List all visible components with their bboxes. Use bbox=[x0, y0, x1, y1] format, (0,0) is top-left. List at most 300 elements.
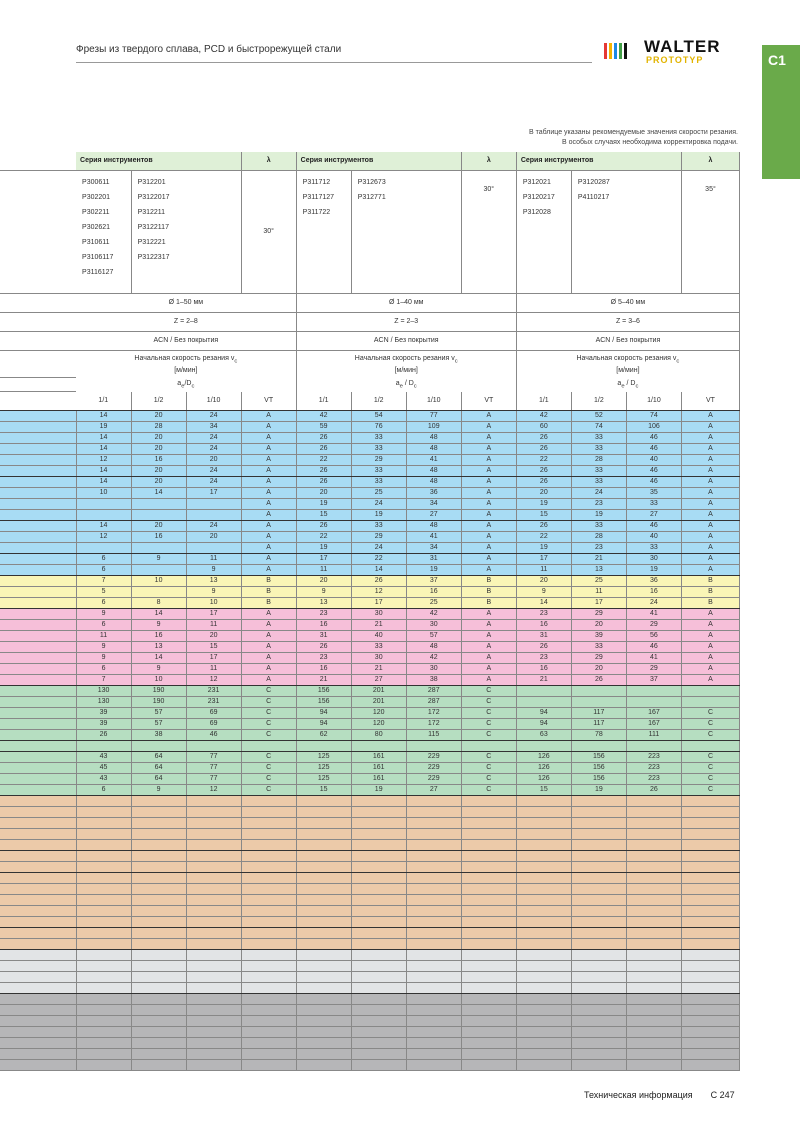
speed-cell bbox=[461, 807, 516, 818]
speed-cell bbox=[241, 994, 296, 1005]
table-row bbox=[0, 609, 740, 620]
ae-text: a bbox=[617, 379, 622, 387]
speed-cell bbox=[76, 950, 131, 961]
speed-cell: 46 bbox=[186, 730, 241, 741]
table-row bbox=[0, 488, 740, 499]
vc-label-text: Начальная скорость резания v bbox=[576, 354, 677, 362]
speed-cell: 19 bbox=[406, 565, 461, 576]
table-row bbox=[0, 675, 740, 686]
speed-cell: C bbox=[461, 708, 516, 719]
ae-slash: / D bbox=[624, 379, 636, 387]
speed-cell: 40 bbox=[626, 532, 681, 543]
speed-cell bbox=[626, 895, 681, 906]
speed-cell: 201 bbox=[351, 686, 406, 697]
speed-cell: 16 bbox=[406, 587, 461, 598]
speed-cell: 94 bbox=[516, 708, 571, 719]
speed-cell bbox=[681, 1038, 739, 1049]
speed-cell: 16 bbox=[131, 532, 186, 543]
speed-cell: 25 bbox=[406, 598, 461, 609]
speed-cell bbox=[681, 928, 739, 939]
speed-cell: 20 bbox=[131, 521, 186, 532]
speed-cell: 24 bbox=[186, 411, 241, 422]
speed-cell bbox=[406, 840, 461, 851]
speed-cell: A bbox=[241, 620, 296, 631]
speed-cell: 20 bbox=[516, 488, 571, 499]
speed-cell bbox=[681, 906, 739, 917]
table-row bbox=[0, 554, 740, 565]
speed-cell: C bbox=[241, 719, 296, 730]
lambda-value: 30° bbox=[461, 171, 516, 294]
speed-cell: 43 bbox=[76, 774, 131, 785]
speed-cell bbox=[516, 928, 571, 939]
speed-cell: A bbox=[461, 444, 516, 455]
table-row bbox=[0, 565, 740, 576]
speed-cell bbox=[626, 972, 681, 983]
vc-label-sub: c bbox=[676, 357, 680, 364]
speed-cell bbox=[571, 862, 626, 873]
table-row bbox=[0, 686, 740, 697]
speed-cell bbox=[241, 1027, 296, 1038]
speed-cell: 117 bbox=[571, 708, 626, 719]
z-row-value: Z = 2–3 bbox=[296, 313, 516, 332]
speed-cell: 48 bbox=[406, 521, 461, 532]
table-row bbox=[0, 939, 740, 950]
speed-cell bbox=[131, 587, 186, 598]
speed-cell bbox=[461, 906, 516, 917]
speed-cell: 6 bbox=[76, 598, 131, 609]
material-cell bbox=[0, 928, 76, 939]
series-list-col1 bbox=[516, 171, 571, 294]
speed-cell bbox=[681, 950, 739, 961]
ae-label bbox=[516, 378, 739, 392]
column-label: VT bbox=[681, 392, 739, 411]
speed-cell bbox=[406, 961, 461, 972]
speed-cell bbox=[681, 686, 739, 697]
speed-cell: C bbox=[681, 763, 739, 774]
speed-cell: 10 bbox=[76, 488, 131, 499]
speed-cell: A bbox=[461, 543, 516, 554]
speed-cell bbox=[76, 807, 131, 818]
speed-cell: 77 bbox=[186, 774, 241, 785]
speed-cell bbox=[571, 928, 626, 939]
speed-cell: 48 bbox=[406, 466, 461, 477]
speed-cell bbox=[571, 917, 626, 928]
speed-cell bbox=[681, 972, 739, 983]
speed-cell: 31 bbox=[406, 554, 461, 565]
speed-cell bbox=[681, 851, 739, 862]
speed-cell: 229 bbox=[406, 774, 461, 785]
speed-cell: 106 bbox=[626, 422, 681, 433]
speed-cell: 29 bbox=[571, 609, 626, 620]
speed-cell: 40 bbox=[351, 631, 406, 642]
speed-cell: 229 bbox=[406, 763, 461, 774]
speed-cell bbox=[351, 939, 406, 950]
speed-cell bbox=[296, 906, 351, 917]
speed-cell bbox=[351, 917, 406, 928]
speed-cell bbox=[351, 1016, 406, 1027]
speed-cell: 46 bbox=[626, 466, 681, 477]
speed-cell: 17 bbox=[571, 598, 626, 609]
speed-cell bbox=[406, 906, 461, 917]
speed-cell bbox=[241, 950, 296, 961]
speed-cell: 23 bbox=[571, 543, 626, 554]
speed-cell: 26 bbox=[296, 477, 351, 488]
speed-cell bbox=[626, 884, 681, 895]
column-label: 1/1 bbox=[296, 392, 351, 411]
speed-cell: 12 bbox=[76, 532, 131, 543]
speed-cell: 22 bbox=[516, 532, 571, 543]
row-label-cell bbox=[0, 171, 76, 294]
grade-row bbox=[0, 332, 740, 351]
speed-cell: 16 bbox=[516, 620, 571, 631]
speed-cell: A bbox=[241, 422, 296, 433]
material-cell bbox=[0, 565, 76, 576]
speed-cell: 39 bbox=[76, 708, 131, 719]
speed-cell: 21 bbox=[296, 675, 351, 686]
speed-cell: 23 bbox=[516, 653, 571, 664]
speed-cell: 76 bbox=[351, 422, 406, 433]
speed-cell bbox=[351, 851, 406, 862]
speed-cell: 7 bbox=[76, 576, 131, 587]
speed-cell bbox=[406, 851, 461, 862]
material-cell bbox=[0, 675, 76, 686]
speed-cell: A bbox=[461, 488, 516, 499]
column-label: VT bbox=[241, 392, 296, 411]
speed-cell: A bbox=[241, 488, 296, 499]
speed-cell bbox=[681, 983, 739, 994]
table-row bbox=[0, 653, 740, 664]
speed-cell bbox=[406, 873, 461, 884]
speed-cell bbox=[241, 807, 296, 818]
speed-cell: 172 bbox=[406, 719, 461, 730]
speed-cell: A bbox=[241, 631, 296, 642]
speed-cell bbox=[351, 1049, 406, 1060]
table-row bbox=[0, 642, 740, 653]
ae-dsub: c bbox=[635, 382, 639, 389]
speed-cell bbox=[626, 1060, 681, 1071]
speed-cell: 34 bbox=[406, 499, 461, 510]
speed-cell: 223 bbox=[626, 763, 681, 774]
speed-cell bbox=[241, 895, 296, 906]
speed-cell: 27 bbox=[626, 510, 681, 521]
speed-cell: 22 bbox=[296, 455, 351, 466]
logo-subtext: PROTOTYP bbox=[646, 55, 704, 65]
ae-label bbox=[296, 378, 516, 392]
speed-cell: 24 bbox=[186, 433, 241, 444]
speed-cell: 37 bbox=[406, 576, 461, 587]
z-row-value: Z = 2–8 bbox=[76, 313, 296, 332]
material-cell bbox=[0, 708, 76, 719]
speed-cell bbox=[681, 1049, 739, 1060]
speed-cell: 29 bbox=[571, 653, 626, 664]
table-row bbox=[0, 829, 740, 840]
speed-cell: 21 bbox=[516, 675, 571, 686]
ae-slash: / D bbox=[402, 379, 414, 387]
speed-cell bbox=[351, 1038, 406, 1049]
speed-cell bbox=[516, 1016, 571, 1027]
speed-cell bbox=[516, 972, 571, 983]
speed-cell: 52 bbox=[571, 411, 626, 422]
speed-cell bbox=[571, 807, 626, 818]
speed-cell: B bbox=[241, 598, 296, 609]
material-cell bbox=[0, 752, 76, 763]
speed-cell bbox=[516, 917, 571, 928]
speed-cell bbox=[131, 873, 186, 884]
row-label-cell bbox=[0, 152, 76, 171]
speed-cell: C bbox=[241, 752, 296, 763]
speed-cell: A bbox=[461, 411, 516, 422]
speed-cell: A bbox=[241, 554, 296, 565]
speed-cell bbox=[516, 895, 571, 906]
speed-cell: A bbox=[681, 521, 739, 532]
speed-cell bbox=[351, 884, 406, 895]
speed-cell: 64 bbox=[131, 763, 186, 774]
speed-cell: A bbox=[681, 653, 739, 664]
speed-cell: 38 bbox=[131, 730, 186, 741]
speed-cell bbox=[571, 851, 626, 862]
speed-cell: A bbox=[681, 477, 739, 488]
speed-cell bbox=[626, 818, 681, 829]
speed-cell bbox=[186, 862, 241, 873]
speed-cell: 11 bbox=[186, 554, 241, 565]
speed-cell bbox=[626, 939, 681, 950]
speed-cell bbox=[186, 510, 241, 521]
speed-cell bbox=[186, 939, 241, 950]
speed-cell bbox=[461, 917, 516, 928]
speed-cell: 7 bbox=[76, 675, 131, 686]
speed-cell: 6 bbox=[76, 620, 131, 631]
speed-cell: 33 bbox=[626, 499, 681, 510]
speed-cell: 13 bbox=[296, 598, 351, 609]
speed-cell bbox=[76, 741, 131, 752]
speed-cell bbox=[131, 906, 186, 917]
speed-cell bbox=[406, 983, 461, 994]
speed-cell: 161 bbox=[351, 774, 406, 785]
speed-cell bbox=[681, 741, 739, 752]
material-cell bbox=[0, 840, 76, 851]
speed-cell: 21 bbox=[571, 554, 626, 565]
page-footer bbox=[584, 1090, 735, 1100]
speed-cell bbox=[681, 796, 739, 807]
speed-cell bbox=[406, 972, 461, 983]
speed-cell bbox=[406, 1005, 461, 1016]
speed-cell: 125 bbox=[296, 752, 351, 763]
speed-cell: C bbox=[681, 752, 739, 763]
table-row bbox=[0, 785, 740, 796]
speed-cell bbox=[186, 1049, 241, 1060]
speed-cell: 14 bbox=[351, 565, 406, 576]
speed-cell: B bbox=[681, 587, 739, 598]
speed-cell bbox=[131, 818, 186, 829]
header-rule bbox=[76, 62, 592, 63]
speed-cell bbox=[626, 741, 681, 752]
table-row bbox=[0, 477, 740, 488]
series-code: P3117127 bbox=[302, 194, 335, 201]
speed-cell: A bbox=[241, 433, 296, 444]
speed-cell bbox=[186, 950, 241, 961]
speed-cell: 12 bbox=[351, 587, 406, 598]
speed-cell: 8 bbox=[131, 598, 186, 609]
column-label: 1/10 bbox=[186, 392, 241, 411]
speed-cell bbox=[76, 1027, 131, 1038]
speed-cell: 94 bbox=[516, 719, 571, 730]
table-row bbox=[0, 543, 740, 554]
speed-cell: 33 bbox=[571, 433, 626, 444]
speed-cell bbox=[131, 807, 186, 818]
speed-cell bbox=[131, 983, 186, 994]
row-label-cell bbox=[0, 392, 76, 411]
note-line-1: В таблице указаны рекомендуемые значения скорости резания. bbox=[528, 129, 738, 136]
speed-cell: 25 bbox=[351, 488, 406, 499]
material-cell bbox=[0, 455, 76, 466]
speed-cell: 21 bbox=[351, 664, 406, 675]
speed-cell: A bbox=[461, 455, 516, 466]
series-code: P312021 bbox=[522, 179, 551, 186]
series-code: P300611 bbox=[82, 179, 110, 186]
speed-cell: A bbox=[241, 675, 296, 686]
ae-text: a bbox=[177, 379, 182, 387]
speed-cell: 19 bbox=[351, 785, 406, 796]
speed-cell bbox=[296, 1038, 351, 1049]
speed-cell bbox=[131, 950, 186, 961]
speed-cell: 172 bbox=[406, 708, 461, 719]
speed-cell: 57 bbox=[131, 719, 186, 730]
speed-cell: 33 bbox=[571, 444, 626, 455]
material-cell bbox=[0, 576, 76, 587]
speed-cell bbox=[406, 917, 461, 928]
lambda-header-label: λ bbox=[461, 152, 516, 171]
speed-cell: 30 bbox=[406, 620, 461, 631]
material-cell bbox=[0, 1038, 76, 1049]
speed-cell: 11 bbox=[516, 565, 571, 576]
ae-dsub: c bbox=[413, 382, 417, 389]
speed-cell bbox=[406, 1027, 461, 1038]
speed-cell: C bbox=[461, 686, 516, 697]
speed-cell bbox=[571, 873, 626, 884]
speed-cell bbox=[296, 950, 351, 961]
speed-cell bbox=[241, 829, 296, 840]
speed-cell bbox=[76, 796, 131, 807]
vc-label-text: Начальная скорость резания v bbox=[354, 354, 455, 362]
speed-cell: C bbox=[461, 697, 516, 708]
speed-cell: 14 bbox=[131, 488, 186, 499]
speed-cell bbox=[296, 1060, 351, 1071]
speed-cell: 14 bbox=[76, 521, 131, 532]
table-row bbox=[0, 983, 740, 994]
speed-cell: 19 bbox=[296, 543, 351, 554]
table-row bbox=[0, 598, 740, 609]
material-cell bbox=[0, 939, 76, 950]
speed-cell: 13 bbox=[186, 576, 241, 587]
speed-cell: 30 bbox=[626, 554, 681, 565]
speed-cell: 74 bbox=[571, 422, 626, 433]
table-row bbox=[0, 752, 740, 763]
speed-cell bbox=[571, 906, 626, 917]
material-cell bbox=[0, 521, 76, 532]
speed-cell: 6 bbox=[76, 785, 131, 796]
speed-cell bbox=[516, 1049, 571, 1060]
speed-cell: 27 bbox=[406, 510, 461, 521]
speed-cell: C bbox=[241, 774, 296, 785]
speed-cell bbox=[241, 1049, 296, 1060]
speed-cell bbox=[76, 906, 131, 917]
speed-cell: 46 bbox=[626, 642, 681, 653]
speed-cell bbox=[516, 873, 571, 884]
speed-cell: 21 bbox=[351, 620, 406, 631]
speed-cell: C bbox=[681, 730, 739, 741]
speed-cell bbox=[186, 1060, 241, 1071]
speed-cell: 19 bbox=[351, 510, 406, 521]
material-cell bbox=[0, 983, 76, 994]
speed-cell bbox=[351, 906, 406, 917]
speed-cell bbox=[571, 1060, 626, 1071]
ae-text: a bbox=[395, 379, 400, 387]
speed-cell: 9 bbox=[76, 609, 131, 620]
speed-cell: 77 bbox=[406, 411, 461, 422]
speed-cell: 39 bbox=[76, 719, 131, 730]
series-list-row bbox=[0, 171, 740, 294]
speed-cell bbox=[571, 939, 626, 950]
table-row bbox=[0, 499, 740, 510]
speed-cell bbox=[406, 1016, 461, 1027]
speed-cell: C bbox=[241, 708, 296, 719]
speed-cell bbox=[516, 994, 571, 1005]
speed-cell: B bbox=[461, 598, 516, 609]
table-row bbox=[0, 466, 740, 477]
speed-cell: 22 bbox=[351, 554, 406, 565]
vc-unit: [м/мин] bbox=[174, 366, 198, 374]
series-header-row bbox=[0, 152, 740, 171]
speed-cell bbox=[76, 873, 131, 884]
material-cell bbox=[0, 554, 76, 565]
table-row bbox=[0, 796, 740, 807]
speed-cell bbox=[571, 1049, 626, 1060]
speed-cell bbox=[131, 565, 186, 576]
speed-cell: 24 bbox=[351, 499, 406, 510]
speed-cell: 17 bbox=[296, 554, 351, 565]
speed-cell: 111 bbox=[626, 730, 681, 741]
speed-cell bbox=[351, 829, 406, 840]
speed-cell: 9 bbox=[76, 642, 131, 653]
speed-cell: A bbox=[241, 543, 296, 554]
speed-cell bbox=[516, 1038, 571, 1049]
speed-cell bbox=[186, 972, 241, 983]
speed-cell: A bbox=[241, 510, 296, 521]
speed-cell: 156 bbox=[296, 697, 351, 708]
speed-cell: 9 bbox=[186, 565, 241, 576]
speed-cell: 9 bbox=[131, 620, 186, 631]
speed-cell bbox=[241, 972, 296, 983]
speed-cell: 109 bbox=[406, 422, 461, 433]
speed-cell: 42 bbox=[296, 411, 351, 422]
speed-cell: C bbox=[681, 719, 739, 730]
speed-cell bbox=[461, 1060, 516, 1071]
speed-cell bbox=[406, 741, 461, 752]
speed-cell bbox=[461, 928, 516, 939]
speed-cell bbox=[461, 983, 516, 994]
material-cell bbox=[0, 444, 76, 455]
speed-cell bbox=[296, 829, 351, 840]
speed-cell: A bbox=[241, 466, 296, 477]
material-cell bbox=[0, 862, 76, 873]
speed-cell: 69 bbox=[186, 719, 241, 730]
speed-cell: 156 bbox=[296, 686, 351, 697]
speed-cell bbox=[296, 862, 351, 873]
diameter-row-value: Ø 1–40 мм bbox=[296, 294, 516, 313]
speed-cell bbox=[351, 796, 406, 807]
speed-cell bbox=[76, 862, 131, 873]
column-label: 1/10 bbox=[406, 392, 461, 411]
